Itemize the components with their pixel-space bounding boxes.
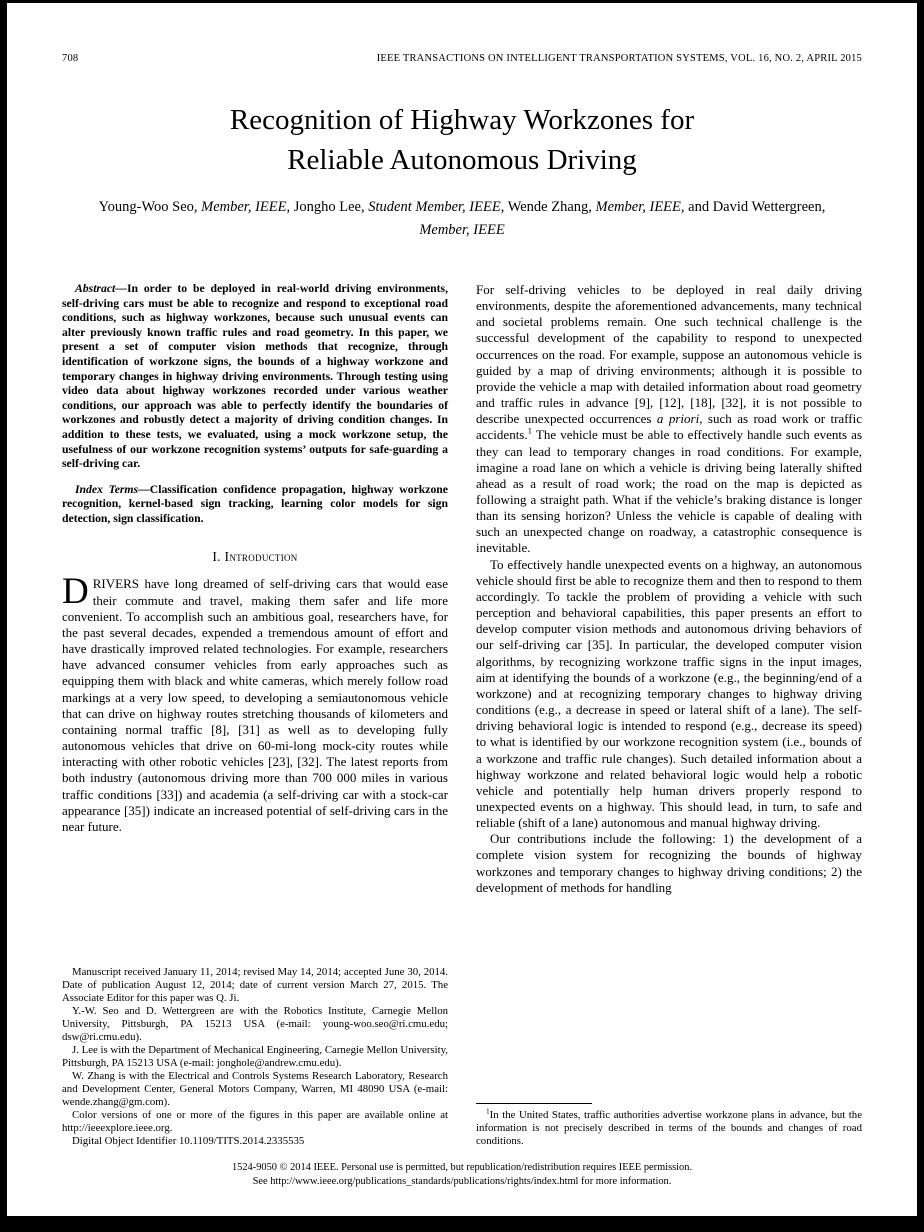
intro-paragraph <box>62 571 448 835</box>
footnote-text: $^1$In the United States, traffic authorities advertise workzone plans in advance, but the information is not precisely described in terms of the bounds and changes of road conditions. <box>476 1106 862 1147</box>
footnote-line: J. Lee is with the Department of Mechanical Engineering, Carnegie Mellon University, Pittsburgh, PA 15213 USA (e-mail: jonghole@andrew.cmu.edu). <box>62 1043 448 1069</box>
right-column <box>476 282 862 1148</box>
journal-title: IEEE TRANSACTIONS ON INTELLIGENT TRANSPORTATION SYSTEMS, VOL. 16, NO. 2, APRIL 2015 <box>376 53 862 64</box>
copyright-line: 1524-9050 © 2014 IEEE. Personal use is permitted, but republication/redistribution requires IEEE permission. <box>231 1161 693 1173</box>
index-terms: Index Terms—Classification confidence propagation, highway workzone recognition, kernel-based sign tracking, learning color models for sign detection, sign classification. <box>62 482 448 525</box>
footnote-line: Y.-W. Seo and D. Wettergreen are with the Robotics Institute, Carnegie Mellon University, Pittsburgh, PA 15213 USA (e-mail: young-woo.seo@ri.cmu.edu; dsw@ri.cmu.edu). <box>62 1004 448 1043</box>
paper-title-line1: Recognition of Highway Workzones for <box>229 104 695 136</box>
intro-paragraph-text: RIVERS have long dreamed of self-driving cars that would ease their commute and travel, making them safer and life more convenient. To accomplish such an ambitious goal, researchers have, for the past several decades, expended a tremendous amount of effort and have drastically improved related technologies. For example, researchers have advanced consumer vehicles from early approaches such as equipping them with black and white cameras, which merely follow road markings at a very low speed, to developing a semiautonomous vehicle that can drive on highway routes stretching thousands of kilometers and containing normal traffic [8], [31] as well as to developing fully autonomous vehicles that drive on 60-mi-long mock-city routes while interacting with other robotic vehicles [23], [32]. The latest reports from both industry (autonomous driving more than 700 000 miles in various traffic conditions [33]) and academia (a self-driving car with a stock-car appearance [35]) indicate an increased potential of self-driving cars in the near future. <box>62 576 448 834</box>
footnote-line: Color versions of one or more of the figures in this paper are available online at http://ieeexplore.ieee.org. <box>62 1108 448 1134</box>
dropcap-letter: D <box>62 571 89 613</box>
copyright-footer <box>62 1161 862 1188</box>
page-number: 708 <box>62 53 79 64</box>
footnote-line: Manuscript received January 11, 2014; revised May 14, 2014; accepted June 30, 2014. Date of publication August 12, 2014; date of current version March 27, 2015. The Associate Editor for this paper was Q. Ji. <box>62 965 448 1004</box>
first-page-footnotes <box>62 966 448 1148</box>
footnote-block <box>476 1103 862 1148</box>
section-heading-introduction: I. Introduction <box>212 549 298 565</box>
paper-page <box>7 3 917 1216</box>
paragraph: For self-driving vehicles to be deployed in real daily driving environments, despite the aforementioned advancements, many technical and societal problems remain. One such technical challenge is the successful development of the capability to respond to unexpected occurrences on the road. For example, suppose an autonomous vehicle is guided by a map of driving environments; although it is possible to provide the vehicle a map with detailed information about road geometry and traffic rules in advance [9], [12], [18], [32], it is not possible to describe unexpected occurrences a priori, such as road work or traffic accidents.$^1$ The vehicle must be able to effectively handle such events as they can lead to temporary changes in road conditions. For example, imagine a road lane on which a vehicle is driving being laterally shifted ahead as a result of road work; the road on the map is depicted as following a straight path. What if the vehicle’s braking distance is longer than its sensing horizon? Unless the vehicle is capable of dealing with such an unexpected change on roadway, a catastrophic consequence is inevitable. <box>476 281 862 556</box>
running-header <box>62 3 862 64</box>
paragraph: Our contributions include the following: 1) the development of a complete vision system for recognizing the bounds of highway workzones and temporary changes to highway driving conditions; 2) the development of methods for handling <box>476 831 862 895</box>
permissions-line: See http://www.ieee.org/publications_standards/publications/rights/index.html for more information. <box>252 1175 672 1187</box>
footnote-line: Digital Object Identifier 10.1109/TITS.2014.2335535 <box>72 1134 305 1147</box>
footnote-line: W. Zhang is with the Electrical and Controls Systems Research Laboratory, Research and Development Center, General Motors Company, Warren, MI 48090 USA (e-mail: wende.zhang@gm.com). <box>62 1069 448 1108</box>
paper-title-line2: Reliable Autonomous Driving <box>287 144 637 177</box>
footnote-rule <box>476 1103 592 1104</box>
two-column-body <box>62 282 862 1148</box>
left-column <box>62 282 448 1148</box>
right-column-text <box>476 282 862 896</box>
abstract: Abstract—In order to be deployed in real-world driving environments, self-driving cars must be able to recognize and respond to exceptional road conditions, such as highway workzones, because such unusual events can alter previously known traffic rules and road geometry. In this paper, we present a set of computer vision methods that recognize, through identification of workzone signs, the bounds of a highway workzone and temporary changes in highway driving environments. Through testing using video data about highway workzones recorded under various weather conditions, our approach was able to perfectly identify the boundaries of workzones and robustly detect a majority of driving condition changes. In addition to these tests, we evaluated, using a mock workzone setup, the usefulness of our workzone recognition systems’ outputs for safe-guarding a self-driving car. <box>62 281 448 471</box>
authors-line: Young-Woo Seo, Member, IEEE, Jongho Lee, Student Member, IEEE, Wende Zhang, Member, IEEE, and David Wettergreen, Member, IEEE <box>98 199 826 238</box>
paper-title <box>62 100 862 180</box>
paragraph: To effectively handle unexpected events on a highway, an autonomous vehicle should first be able to recognize them and then to respond to them accordingly. To tackle the problem of providing a vehicle with such perception and behavioral capabilities, this paper presents an effort to develop computer vision methods and autonomous driving behaviors of our self-driving car [35]. In particular, the developed computer vision algorithms, by recognizing workzone traffic signs in the input images, aim at identifying the bounds of a workzone (e.g., the beginning/end of a workzone) and at recognizing temporary changes to highway driving conditions (e.g., a decrease in speed or lateral shift of a lane). The self-driving behavioral logic is intended to respond (e.g., decrease its speed) to what is identified by our workzone recognition system (i.e., bounds of a workzone and traffic rule changes). Such detailed information about a highway workzone and related behavioral logic would help a robotic vehicle and potentially help human drivers properly respond to unexpected events on a highway. This should lead, in turn, to safe and reliable (shift of a lane) autonomous and manual highway driving. <box>476 556 862 831</box>
